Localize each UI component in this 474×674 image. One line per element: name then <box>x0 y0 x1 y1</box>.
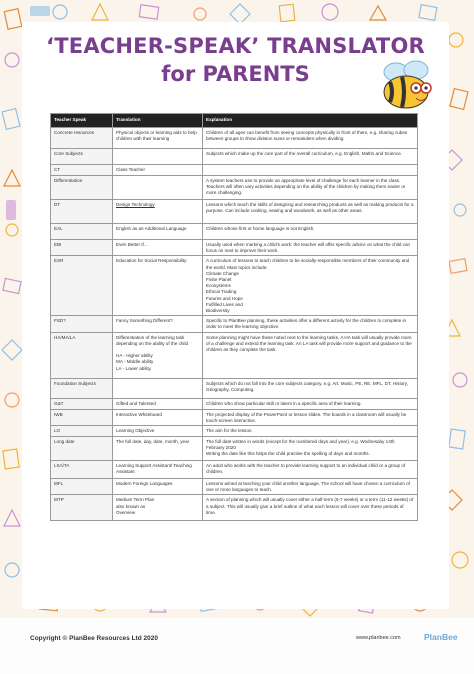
term-cell: Long date <box>51 437 113 461</box>
explanation-cell: Subjects which do not fall into the core subjects category, e.g. Art, Music, PE, RE, MFL, DT, History, Geography, Computing. <box>203 378 418 398</box>
term-cell: FSD? <box>51 316 113 332</box>
table-row <box>51 409 418 425</box>
website-link[interactable]: www.planbee.com <box>356 635 401 641</box>
table-row <box>51 461 418 479</box>
header-translation: Translation <box>113 114 203 128</box>
term-cell: MTP <box>51 495 113 521</box>
term-cell: HA/MA/LA <box>51 332 113 378</box>
explanation-cell: A section of planning which will usually cover either a half-term (6-7 weeks) or a term (11-12 weeks) of a subject. This will usually give a brief outline of what each lesson will cover over these periods of time. <box>203 495 418 521</box>
translation-cell: Learning Objective <box>113 426 203 437</box>
table-row <box>51 332 418 378</box>
translation-cell: Modern Foreign Languages <box>113 479 203 495</box>
table-row <box>51 398 418 409</box>
table-row <box>51 176 418 200</box>
page-title: ‘TEACHER-SPEAK’ TRANSLATOR <box>46 34 425 58</box>
page-subtitle: for PARENTS <box>161 62 310 86</box>
table-row <box>51 316 418 332</box>
table-row <box>51 437 418 461</box>
term-cell: Concrete resources <box>51 128 113 149</box>
translation-cell <box>113 378 203 398</box>
term-cell: LSA/TA <box>51 461 113 479</box>
term-cell: G&T <box>51 398 113 409</box>
term-cell: DT <box>51 200 113 224</box>
explanation-cell: Lessons aimed at teaching your child another language. The school will have chosen a curriculum of one or more languages to teach. <box>203 479 418 495</box>
bee-mascot-icon <box>376 58 436 112</box>
explanation-cell: A system teachers use to provide an appropriate level of challenge for each learner in the class. Teachers will often vary activities depending on the ability of the children by making them easier or more challenging. <box>203 176 418 200</box>
explanation-cell: Some planning might have these noted next to the learning tasks. A HA task will usually provide more of a challenge and extend the learning task. An LA task will provide more support and guidance to the children as they complete the task. <box>203 332 418 378</box>
table-row <box>51 149 418 165</box>
translation-cell <box>113 149 203 165</box>
table-row <box>51 240 418 256</box>
table-row <box>51 378 418 398</box>
header-explanation: Explanation <box>203 114 418 128</box>
term-cell: Differentiation <box>51 176 113 200</box>
explanation-cell: The projected display of the PowerPoint or lesson slides. The boards in a classroom will usually be touch-screen interactive. <box>203 409 418 425</box>
translation-cell: Medium Term Plan also known as Overview <box>113 495 203 521</box>
explanation-cell: An adult who works with the teacher to provide learning support to an individual child or a group of children. <box>203 461 418 479</box>
term-cell: MFL <box>51 479 113 495</box>
explanation-cell: Children whose first or home language is not English. <box>203 224 418 240</box>
explanation-cell: The full date written in words (except for the numbered days and year), e.g. Wednesday 14th February 2020 Writing the date like this helps the child practise the spelling of days and months. <box>203 437 418 461</box>
term-cell: CT <box>51 165 113 176</box>
table-row <box>51 224 418 240</box>
table-header-row <box>51 114 418 128</box>
term-cell: EBI <box>51 240 113 256</box>
translator-table <box>50 113 418 521</box>
term-cell: ESR <box>51 256 113 316</box>
translation-link[interactable]: Design Technology <box>113 200 203 224</box>
term-cell: Core Subjects <box>51 149 113 165</box>
translation-cell: Even Better If… <box>113 240 203 256</box>
explanation-cell: Lessons which teach the skills of designing and researching products as well as making products for a purpose. Can include cooking, sewing and woodwork, as well as other areas. <box>203 200 418 224</box>
table-row <box>51 200 418 224</box>
table-row <box>51 479 418 495</box>
table-row <box>51 256 418 316</box>
translation-cell: Interactive Whiteboard <box>113 409 203 425</box>
table-row <box>51 495 418 521</box>
translation-cell: Fancy Something Different? <box>113 316 203 332</box>
translation-cell: Differentiation of the learning task depending on the ability of the child HA - Higher ability MA - Middle ability LA - Lower ability <box>113 332 203 378</box>
translation-cell: Class Teacher <box>113 165 203 176</box>
explanation-cell: Children who show particular skill or talent in a specific area of their learning. <box>203 398 418 409</box>
translation-cell: Learning Support Assistant/ Teaching Assistant <box>113 461 203 479</box>
table-row <box>51 128 418 149</box>
term-cell: Foundation Subjects <box>51 378 113 398</box>
translation-cell: Gifted and Talented <box>113 398 203 409</box>
header-teacher-speak: Teacher Speak <box>51 114 113 128</box>
explanation-cell <box>203 165 418 176</box>
explanation-cell: The aim for the lesson. <box>203 426 418 437</box>
planbee-logo: PlanBee <box>424 632 458 642</box>
explanation-cell: A curriculum of lessons to teach children to be socially-responsible members of their community and the world. Main topics include: Climate Change Finite Planet Ecosystems Ethical Trading Futures and Hope Fulfilled Lives and Biodiversity <box>203 256 418 316</box>
term-cell: LO <box>51 426 113 437</box>
translation-cell: English as an Additional Language <box>113 224 203 240</box>
table-row <box>51 165 418 176</box>
table-row <box>51 426 418 437</box>
term-cell: IWB <box>51 409 113 425</box>
term-cell: EAL <box>51 224 113 240</box>
translation-cell <box>113 176 203 200</box>
translation-cell: Physical objects or learning aids to help children with their learning <box>113 128 203 149</box>
copyright-text: Copyright © PlanBee Resources Ltd 2020 <box>30 635 158 642</box>
translation-cell: Education for Social Responsibility <box>113 256 203 316</box>
translation-cell: The full date, day, date, month, year <box>113 437 203 461</box>
explanation-cell: Children of all ages can benefit from seeing concepts physically in front of them, e.g. sharing cubes between groups to show division sums or remainders when dividing. <box>203 128 418 149</box>
explanation-cell: Usually used when marking a child’s work; the teacher will offer specific advice on what the child can focus on next to improve their work. <box>203 240 418 256</box>
explanation-cell: Subjects which make up the core part of the overall curriculum, e.g. English, Maths and Science. <box>203 149 418 165</box>
content-sheet <box>24 24 447 607</box>
explanation-cell: Specific to PlanBee planning, these activities offer a different activity for the children to complete in order to meet the learning objective. <box>203 316 418 332</box>
